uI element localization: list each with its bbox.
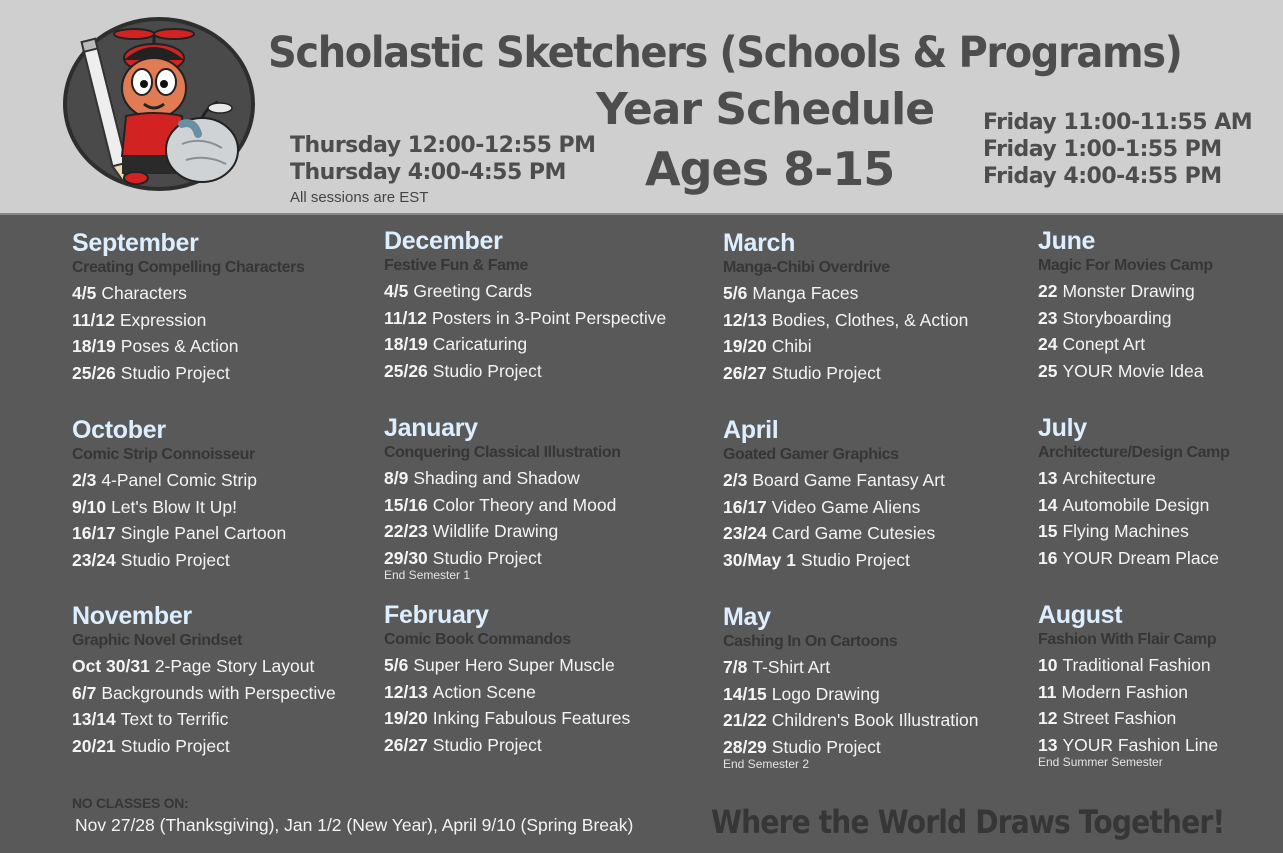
session-date: 21/22 xyxy=(723,710,767,731)
session-topic: Studio Project xyxy=(120,550,230,571)
month-theme: Fashion With Flair Camp xyxy=(1038,631,1217,648)
month-block-april xyxy=(723,417,1043,574)
session-topic: Action Scene xyxy=(432,681,536,702)
session-row xyxy=(1038,652,1283,679)
session-topic: Automobile Design xyxy=(1062,494,1210,515)
month-block-september xyxy=(72,230,392,387)
session-topic: Single Panel Cartoon xyxy=(120,523,287,544)
session-date: 14 xyxy=(1038,494,1058,515)
session-topic: Flying Machines xyxy=(1062,521,1189,542)
session-date: 30/May 1 xyxy=(723,550,796,571)
session-row xyxy=(384,492,704,519)
session-row xyxy=(1038,679,1283,706)
session-row xyxy=(72,360,392,387)
session-topic: Color Theory and Mood xyxy=(432,494,617,515)
session-date: 16 xyxy=(1038,548,1058,569)
session-row xyxy=(1038,331,1283,358)
session-row xyxy=(384,732,704,759)
session-date: 20/21 xyxy=(72,736,116,757)
month-name: November xyxy=(72,602,192,630)
session-row xyxy=(384,465,704,492)
session-date: 11/12 xyxy=(384,307,427,328)
session-row xyxy=(384,331,704,358)
session-date: 18/19 xyxy=(72,336,116,357)
month-name: July xyxy=(1038,414,1087,442)
session-row xyxy=(384,358,704,385)
session-date: 4/5 xyxy=(72,283,97,303)
friday-times xyxy=(983,109,1252,190)
page-subtitle: Year Schedule xyxy=(596,84,935,135)
session-topic: Backgrounds with Perspective xyxy=(101,682,336,703)
session-topic: Posters in 3-Point Perspective xyxy=(431,307,667,328)
month-theme: Graphic Novel Grindset xyxy=(72,632,242,649)
month-name: February xyxy=(384,601,489,629)
session-date: 26/27 xyxy=(723,363,767,384)
session-row xyxy=(384,305,704,332)
session-row xyxy=(384,518,704,545)
session-topic: Studio Project xyxy=(800,550,910,571)
session-date: 4/5 xyxy=(384,281,409,301)
session-date: 23/24 xyxy=(72,550,116,571)
no-classes-label: NO CLASSES ON: xyxy=(72,795,189,811)
session-date: 7/8 xyxy=(723,657,748,677)
month-theme: Festive Fun & Fame xyxy=(384,257,528,274)
session-row xyxy=(72,494,392,521)
month-block-february xyxy=(384,602,704,759)
mascot-logo-icon xyxy=(62,16,256,192)
session-date: 9/10 xyxy=(72,496,107,517)
session-row xyxy=(1038,705,1283,732)
session-topic: Street Fashion xyxy=(1062,708,1177,729)
session-topic: Conept Art xyxy=(1062,334,1146,355)
month-theme: Manga-Chibi Overdrive xyxy=(723,259,890,276)
month-name: June xyxy=(1038,227,1096,255)
month-block-december xyxy=(384,228,704,385)
session-row xyxy=(723,547,1043,574)
timezone-note: All sessions are EST xyxy=(290,189,429,206)
month-block-august xyxy=(1038,602,1283,769)
session-date: 15 xyxy=(1038,521,1058,542)
slogan: Where the World Draws Together! xyxy=(711,803,1225,841)
session-topic: Modern Fashion xyxy=(1061,681,1188,702)
time-slot: Thursday 4:00-4:55 PM xyxy=(290,160,566,185)
month-theme: Architecture/Design Camp xyxy=(1038,444,1230,461)
session-row xyxy=(1038,358,1283,385)
session-date: 11 xyxy=(1038,681,1057,702)
session-topic: Monster Drawing xyxy=(1062,281,1195,301)
session-date: 19/20 xyxy=(723,336,767,357)
session-date: 6/7 xyxy=(72,682,97,703)
session-date: 12/13 xyxy=(723,309,767,330)
session-row xyxy=(723,707,1043,734)
session-row xyxy=(1038,518,1283,545)
session-date: 25/26 xyxy=(384,361,428,382)
session-date: 23/24 xyxy=(723,523,767,544)
session-date: 2/3 xyxy=(72,470,97,490)
session-date: Oct 30/31 xyxy=(72,656,150,676)
session-row xyxy=(723,520,1043,547)
session-topic: YOUR Movie Idea xyxy=(1062,361,1204,382)
month-theme: Creating Compelling Characters xyxy=(72,259,305,276)
session-topic: Video Game Aliens xyxy=(771,496,921,517)
session-row xyxy=(723,467,1043,494)
month-name: January xyxy=(384,414,478,442)
session-topic: Architecture xyxy=(1062,468,1156,488)
month-block-may xyxy=(723,604,1043,771)
semester-end-note: End Semester 1 xyxy=(384,567,471,582)
session-row xyxy=(72,333,392,360)
session-date: 13 xyxy=(1038,468,1058,488)
session-row xyxy=(72,733,392,760)
session-row xyxy=(723,654,1043,681)
month-name: October xyxy=(72,416,166,444)
page-title: Scholastic Sketchers (Schools & Programs) xyxy=(268,28,1182,78)
session-topic: Storyboarding xyxy=(1062,307,1172,328)
session-date: 29/30 xyxy=(384,548,428,569)
session-row xyxy=(72,547,392,574)
session-date: 14/15 xyxy=(723,683,767,704)
session-date: 13 xyxy=(1038,735,1058,756)
session-row xyxy=(384,679,704,706)
session-topic: Traditional Fashion xyxy=(1062,655,1211,675)
session-topic: Shading and Shadow xyxy=(413,468,580,488)
time-slot: Friday 4:00-4:55 PM xyxy=(983,164,1222,189)
session-date: 13/14 xyxy=(72,709,116,730)
month-name: May xyxy=(723,603,771,631)
month-block-march xyxy=(723,230,1043,387)
session-topic: YOUR Dream Place xyxy=(1062,548,1220,569)
month-name: September xyxy=(72,229,199,257)
month-block-january xyxy=(384,415,704,582)
session-topic: 2-Page Story Layout xyxy=(154,656,315,676)
session-topic: Studio Project xyxy=(432,735,542,756)
session-date: 16/17 xyxy=(72,523,116,544)
session-row xyxy=(723,333,1043,360)
thursday-times xyxy=(290,132,596,186)
session-topic: Poses & Action xyxy=(120,336,239,357)
month-theme: Comic Strip Connoisseur xyxy=(72,446,255,463)
session-date: 11/12 xyxy=(72,309,115,330)
time-slot: Thursday 12:00-12:55 PM xyxy=(290,133,596,158)
session-topic: Studio Project xyxy=(432,548,542,569)
session-date: 26/27 xyxy=(384,735,428,756)
session-topic: Caricaturing xyxy=(432,334,528,355)
month-block-june xyxy=(1038,228,1283,385)
session-row xyxy=(72,520,392,547)
session-topic: Expression xyxy=(119,309,207,330)
session-row xyxy=(384,278,704,305)
session-topic: Studio Project xyxy=(771,737,881,758)
month-theme: Comic Book Commandos xyxy=(384,631,571,648)
semester-end-note: End Summer Semester xyxy=(1038,754,1163,769)
session-date: 16/17 xyxy=(723,496,767,517)
session-topic: YOUR Fashion Line xyxy=(1062,735,1219,756)
session-date: 5/6 xyxy=(384,655,409,675)
session-row xyxy=(72,280,392,307)
session-topic: Studio Project xyxy=(771,363,881,384)
session-topic: Studio Project xyxy=(432,361,542,382)
session-date: 18/19 xyxy=(384,334,428,355)
session-row xyxy=(723,681,1043,708)
session-date: 2/3 xyxy=(723,470,748,490)
month-theme: Cashing In On Cartoons xyxy=(723,633,898,650)
session-topic: Children's Book Illustration xyxy=(771,710,979,731)
session-row xyxy=(72,653,392,680)
session-date: 15/16 xyxy=(384,494,428,515)
month-theme: Magic For Movies Camp xyxy=(1038,257,1213,274)
session-date: 25/26 xyxy=(72,363,116,384)
semester-end-note: End Semester 2 xyxy=(723,756,810,771)
session-topic: Studio Project xyxy=(120,736,230,757)
session-date: 22/23 xyxy=(384,521,428,542)
session-topic: Greeting Cards xyxy=(413,281,532,301)
session-topic: Card Game Cutesies xyxy=(771,523,936,544)
session-topic: Wildlife Drawing xyxy=(432,521,559,542)
session-topic: Characters xyxy=(101,283,187,303)
session-row xyxy=(1038,278,1283,305)
age-range: Ages 8-15 xyxy=(645,142,895,196)
month-name: March xyxy=(723,229,796,257)
session-topic: Logo Drawing xyxy=(771,683,880,704)
session-topic: Chibi xyxy=(771,336,812,357)
session-topic: Inking Fabulous Features xyxy=(432,708,631,729)
session-date: 12/13 xyxy=(384,681,428,702)
session-topic: Let's Blow It Up! xyxy=(111,496,237,517)
session-topic: Bodies, Clothes, & Action xyxy=(771,309,969,330)
session-topic: Board Game Fantasy Art xyxy=(752,470,945,490)
session-topic: Text to Terrific xyxy=(120,709,229,730)
month-theme: Goated Gamer Graphics xyxy=(723,446,899,463)
session-topic: Manga Faces xyxy=(752,283,859,303)
month-block-july xyxy=(1038,415,1283,572)
session-row xyxy=(384,652,704,679)
session-date: 22 xyxy=(1038,281,1058,301)
session-row xyxy=(723,307,1043,334)
time-slot: Friday 11:00-11:55 AM xyxy=(983,110,1253,135)
session-row xyxy=(1038,305,1283,332)
month-block-november xyxy=(72,603,392,760)
month-name: August xyxy=(1038,601,1123,629)
no-classes-dates: Nov 27/28 (Thanksgiving), Jan 1/2 (New Year), April 9/10 (Spring Break) xyxy=(75,815,634,835)
session-row xyxy=(723,280,1043,307)
month-name: April xyxy=(723,416,779,444)
session-topic: 4-Panel Comic Strip xyxy=(101,470,257,490)
session-row xyxy=(72,706,392,733)
session-row xyxy=(1038,545,1283,572)
session-date: 23 xyxy=(1038,307,1058,328)
session-row xyxy=(723,494,1043,521)
session-row xyxy=(1038,465,1283,492)
session-date: 28/29 xyxy=(723,737,767,758)
header-band xyxy=(0,0,1283,215)
session-row xyxy=(72,680,392,707)
session-row xyxy=(72,467,392,494)
session-row xyxy=(1038,492,1283,519)
session-topic: Super Hero Super Muscle xyxy=(413,655,615,675)
month-name: December xyxy=(384,227,503,255)
session-date: 5/6 xyxy=(723,283,748,303)
session-date: 24 xyxy=(1038,334,1058,355)
month-theme: Conquering Classical Illustration xyxy=(384,444,621,461)
session-row xyxy=(723,360,1043,387)
session-date: 10 xyxy=(1038,655,1058,675)
session-topic: Studio Project xyxy=(120,363,230,384)
time-slot: Friday 1:00-1:55 PM xyxy=(983,137,1222,162)
session-date: 25 xyxy=(1038,361,1058,382)
session-date: 12 xyxy=(1038,708,1058,729)
session-row xyxy=(384,705,704,732)
session-date: 8/9 xyxy=(384,468,409,488)
session-row xyxy=(72,307,392,334)
session-date: 19/20 xyxy=(384,708,428,729)
month-block-october xyxy=(72,417,392,574)
session-topic: T-Shirt Art xyxy=(752,657,831,677)
